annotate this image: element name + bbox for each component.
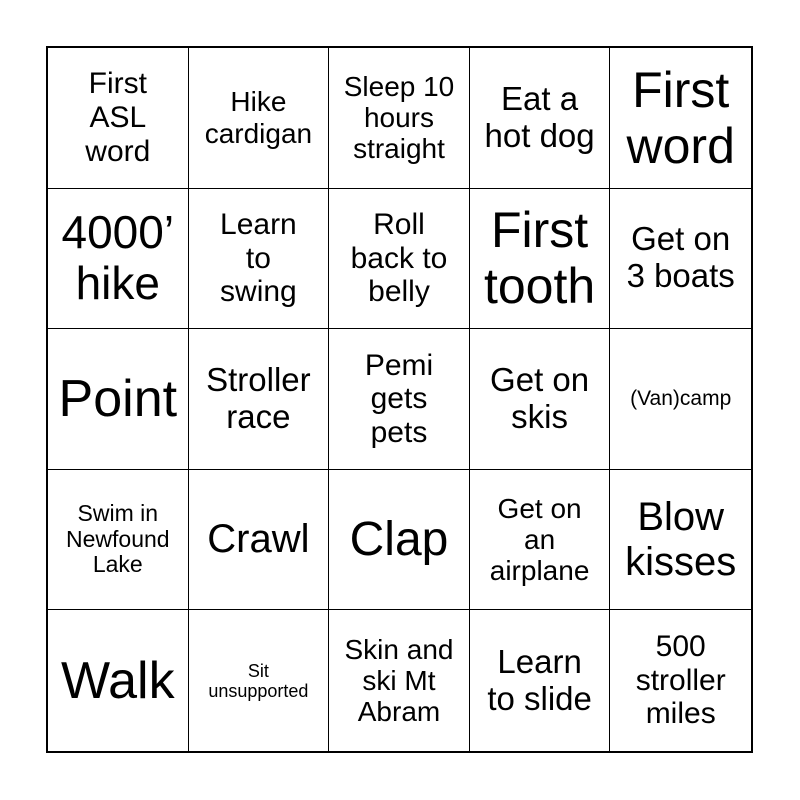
cell-label: Get on skis [490,361,590,435]
cell-label: Learn to slide [487,642,592,717]
bingo-cell[interactable] [470,610,611,751]
cell-label: Sleep 10 hours straight [343,70,455,165]
bingo-cell[interactable] [329,48,470,189]
bingo-cell[interactable] [48,610,189,751]
bingo-cell[interactable] [470,48,611,189]
cell-label: Get on an airplane [489,492,590,587]
bingo-cell[interactable] [48,470,189,611]
bingo-cell[interactable] [329,329,470,470]
cell-label: Blow kisses [625,494,737,584]
bingo-cell[interactable] [189,610,330,751]
bingo-cell[interactable] [470,189,611,330]
bingo-cell[interactable] [610,189,751,330]
bingo-cell[interactable] [189,48,330,189]
cell-label: Eat a hot dog [484,79,595,154]
bingo-cell[interactable] [329,610,470,751]
bingo-cell[interactable] [189,189,330,330]
bingo-cell[interactable] [329,470,470,611]
bingo-board [46,46,753,753]
bingo-cell[interactable] [470,329,611,470]
bingo-cell[interactable] [48,329,189,470]
cell-label: Swim in Newfound Lake [66,499,170,578]
cell-label: Walk [60,651,175,710]
bingo-cell[interactable] [189,470,330,611]
bingo-cell[interactable] [610,470,751,611]
bingo-cell[interactable] [610,610,751,751]
cell-label: Learn to swing [220,208,297,309]
bingo-cell[interactable] [610,329,751,470]
cell-label: First ASL word [85,67,151,168]
bingo-cell[interactable] [470,470,611,611]
cell-label: 4000’ hike [61,205,175,310]
cell-label: First tooth [483,202,596,315]
cell-label: (Van)camp [630,387,732,411]
cell-label: Stroller race [206,361,311,435]
bingo-cell[interactable] [189,329,330,470]
cell-label: Hike cardigan [204,86,313,149]
cell-label: Clap [349,512,449,566]
cell-label: Point [58,369,178,428]
cell-label: Crawl [207,517,310,562]
bingo-cell[interactable] [610,48,751,189]
cell-label: Sit unsupported [208,660,309,701]
cell-label: Roll back to belly [350,208,448,309]
bingo-cell[interactable] [329,189,470,330]
bingo-cell[interactable] [48,48,189,189]
cell-label: Get on 3 boats [626,220,735,295]
cell-label: First word [626,61,735,174]
cell-label: Pemi gets pets [364,348,434,449]
bingo-cell[interactable] [48,189,189,330]
cell-label: Skin and ski Mt Abram [344,633,454,728]
cell-label: 500 stroller miles [635,630,726,731]
